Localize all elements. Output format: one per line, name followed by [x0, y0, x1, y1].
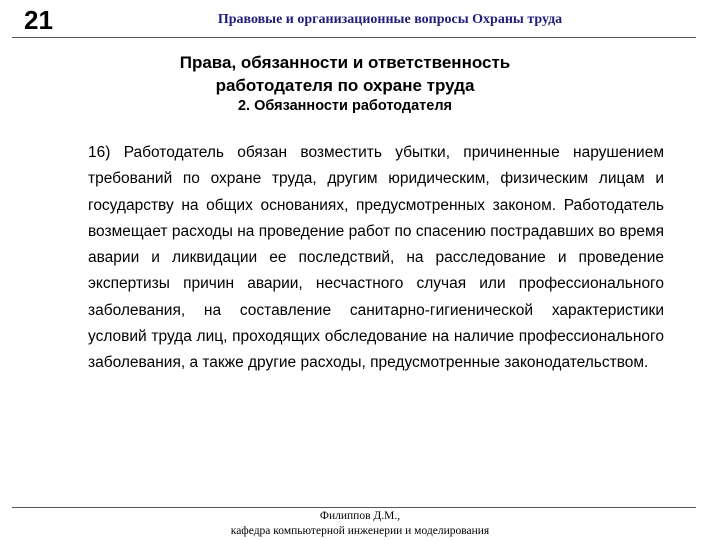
header-title: Правовые и организационные вопросы Охраны труда	[217, 12, 563, 27]
page-title-line-1: Права, обязанности и ответственность	[179, 53, 511, 72]
section-subtitle: 2. Обязанности работодателя	[237, 98, 453, 114]
header-divider	[12, 37, 696, 38]
slide-number: 21	[24, 5, 53, 35]
footer-author: Филиппов Д.М.,	[319, 510, 401, 522]
body-paragraph: 16) Работодатель обязан возместить убытки, причиненные нарушением требований по охране труда, другим юридическим, физическим лицам и государству на общих основаниях, предусмотренных законом. Работодатель возмещает расходы на проведение работ по спасению пострадавших во время аварии и ликвидации ее последствий, на расследование и проведение экспертизы причин аварии, несчастного случая или профессионального заболевания, на составление санитарно-гигиенической характеристики условий труда лиц, проходящих обследование на наличие профессионального заболевания, а также другие расходы, предусмотренные законодательством.	[88, 144, 664, 372]
page-title-line-2: работодателя по охране труда	[215, 76, 475, 95]
title-block	[60, 51, 630, 116]
footer-department: кафедра компьютерной инженерии и моделирования	[230, 525, 490, 537]
footer	[0, 509, 720, 539]
footer-divider	[12, 507, 696, 508]
